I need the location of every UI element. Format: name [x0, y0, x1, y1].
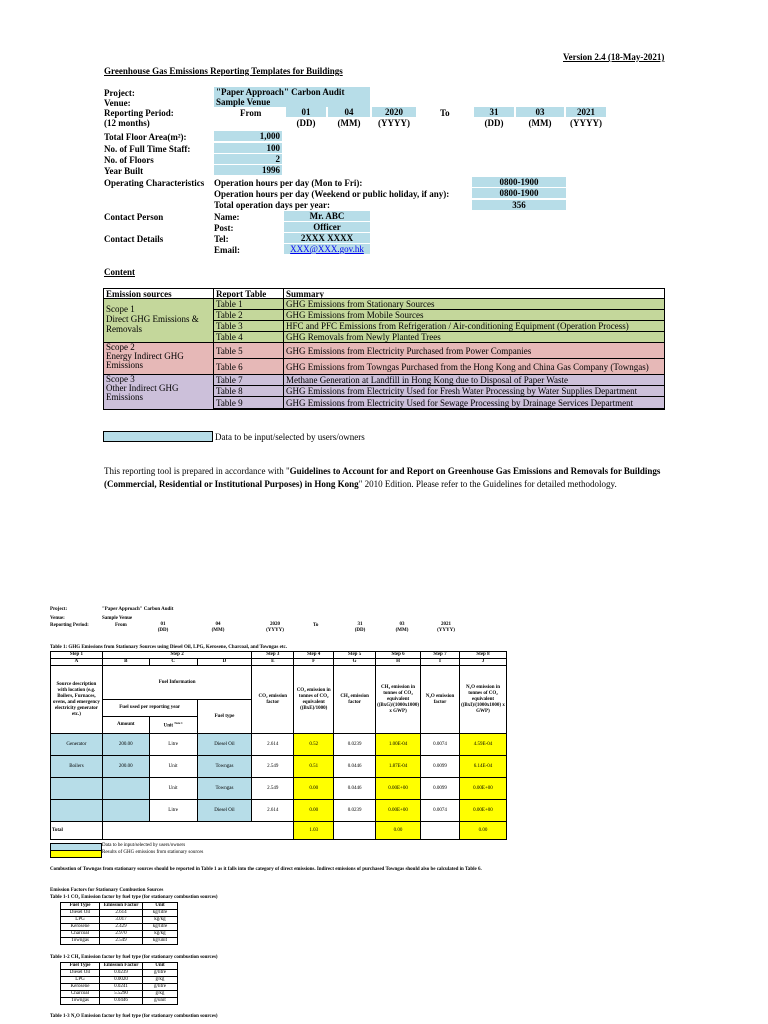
co2-emission-cell: 0.00 — [294, 800, 334, 822]
unit-cell: Unit — [149, 756, 197, 778]
table-row — [51, 778, 507, 800]
n2o-factor-cell: 0.0099 — [421, 756, 460, 778]
total-blank-i — [421, 822, 460, 840]
staff-label: No. of Full Time Staff: — [104, 144, 191, 154]
co2-factor-cell: 2.549 — [252, 756, 294, 778]
ef-cell: kg/unit — [143, 938, 178, 945]
venue-input[interactable]: Sample Venue — [214, 97, 370, 107]
operating-label: Operating Characteristics — [104, 178, 205, 188]
small-from-label: From — [115, 623, 127, 628]
content-col-report-table: Report Table — [214, 289, 284, 299]
ef-cell: g/kg — [143, 991, 178, 998]
ef-row — [61, 910, 178, 917]
ef-cell: kg/kg — [143, 931, 178, 938]
content-row-table: Table 6 — [214, 359, 284, 375]
unit-cell: Unit — [149, 778, 197, 800]
scope2-cell: Scope 2 Energy Indirect GHG Emissions — [104, 343, 214, 375]
scope1-cell: Scope 1 Direct GHG Emissions & Removals — [104, 299, 214, 343]
step2-header: Step 2 — [102, 652, 251, 659]
ef-cell: Diesel Oil — [61, 910, 100, 917]
to-month-input[interactable]: 03 — [516, 107, 564, 117]
small-to-dd-caption: (DD) — [354, 628, 366, 633]
step8-header: Step 8 — [459, 652, 506, 659]
table1-2-title: Table 1-2 CH₄ Emission factor by fuel type (for stationary combustion sources) — [50, 955, 218, 960]
fuel-type-cell[interactable]: Diesel Oil — [197, 734, 252, 756]
name-input[interactable]: Mr. ABC — [284, 211, 370, 221]
amount-cell[interactable]: 200.00 — [102, 734, 149, 756]
contact-details-label: Contact Details — [104, 234, 164, 244]
venue-label: Venue: — [104, 98, 131, 108]
source-cell[interactable] — [51, 800, 103, 822]
col-g-letter: G — [334, 659, 376, 666]
ch4-emission-header: CH₄ emission in tonnes of CO₂ equivalent ((BxG)/(1000x1000) x GWP) — [376, 666, 421, 734]
from-year-input[interactable]: 2020 — [372, 107, 416, 117]
period-sublabel: (12 months) — [104, 118, 150, 128]
fuel-type-cell[interactable]: Towngas — [197, 778, 252, 800]
small-to-yyyy: 2021 — [441, 622, 451, 627]
ef-cell: Charcoal — [61, 931, 100, 938]
total-blank-b — [102, 822, 149, 840]
op-hours-weekday-label: Operation hours per day (Mon to Fri): — [214, 178, 363, 188]
table-row — [51, 800, 507, 822]
table1-title: Table 1: GHG Emissions from Stationary Sources using Diesel Oil, LPG, Kerosene, Charcoal, and Towngas etc. — [50, 645, 287, 650]
table1-1 — [60, 902, 178, 945]
ef-cell: 0.0020 — [100, 977, 143, 984]
ef-row — [61, 938, 178, 945]
ef-cell: 2.429 — [100, 924, 143, 931]
document-title: Greenhouse Gas Emissions Reporting Templates for Buildings — [104, 66, 343, 76]
project-input[interactable]: "Paper Approach" Carbon Audit — [214, 87, 370, 97]
content-row-table: Table 5 — [214, 343, 284, 359]
small-project-label: Project: — [50, 607, 68, 612]
small-from-mm: 04 — [215, 622, 221, 627]
total-label: Total — [51, 822, 103, 840]
unit-header — [149, 717, 197, 734]
contact-person-label: Contact Person — [104, 212, 164, 222]
ef-row — [61, 931, 178, 938]
table1 — [50, 651, 507, 840]
source-cell[interactable] — [51, 778, 103, 800]
step4-header: Step 4 — [294, 652, 334, 659]
ef-header-cell: Emission Factor — [100, 903, 143, 910]
fuel-info-header: Fuel Information — [102, 666, 251, 700]
content-row-summary: GHG Emissions from Electricity Used for Fresh Water Processing by Water Supplies Department — [284, 386, 664, 397]
from-yyyy-caption: (YYYY) — [378, 118, 410, 128]
table1-1-title: Table 1-1 CO₂ Emission factor by fuel type (for stationary combustion sources) — [50, 895, 218, 900]
step7-header: Step 7 — [421, 652, 460, 659]
from-mm-caption: (MM) — [337, 118, 361, 128]
content-row-table: Table 9 — [214, 397, 284, 409]
ef-cell: 2.614 — [100, 910, 143, 917]
unit-cell: Litre — [149, 734, 197, 756]
ef-row — [61, 970, 178, 977]
content-row-summary: GHG Emissions from Electricity Purchased from Power Companies — [284, 343, 664, 359]
col-b-letter: B — [102, 659, 149, 666]
op-days-input[interactable]: 356 — [472, 200, 566, 210]
content-row-table: Table 8 — [214, 386, 284, 397]
total-blank-c — [149, 822, 197, 840]
co2-factor-cell: 2.549 — [252, 778, 294, 800]
version-label: Version 2.4 (18-May-2021) — [563, 52, 665, 62]
content-row-summary: GHG Removals from Newly Planted Trees — [284, 332, 664, 343]
tel-input[interactable]: 2XXX XXXX — [284, 233, 370, 243]
period-label: Reporting Period: — [104, 108, 174, 118]
ch4-emission-cell: 1.87E-04 — [376, 756, 421, 778]
to-year-input[interactable]: 2021 — [566, 107, 606, 117]
ch4-factor-cell: 0.0446 — [334, 778, 376, 800]
col-d-letter: D — [197, 659, 252, 666]
floors-label: No. of Floors — [104, 155, 154, 165]
ef-row — [61, 924, 178, 931]
email-label: Email: — [214, 245, 240, 255]
ef-cell: g/litre — [143, 970, 178, 977]
co2-emission-cell: 0.00 — [294, 778, 334, 800]
ch4-emission-cell: 0.00E+00 — [376, 778, 421, 800]
n2o-emission-cell: 0.00E+00 — [459, 778, 506, 800]
to-day-input[interactable]: 31 — [474, 107, 514, 117]
floor-area-label: Total Floor Area(m²): — [104, 132, 187, 142]
col-c-letter: C — [149, 659, 197, 666]
fuel-used-header: Fuel used per reporting year — [102, 700, 197, 717]
small-venue-label: Venue: — [50, 616, 65, 621]
table-row — [51, 734, 507, 756]
op-hours-weekday-input[interactable]: 0800-1900 — [472, 177, 566, 187]
content-row-table: Table 1 — [214, 299, 284, 310]
ef-cell: 0.0241 — [100, 984, 143, 991]
unit-header-label: Unit — [163, 723, 174, 729]
small-from-yyyy-caption: (YYYY) — [266, 628, 284, 633]
ef-cell: Towngas — [61, 938, 100, 945]
step6-header: Step 6 — [376, 652, 421, 659]
step1-header: Step 1 — [51, 652, 103, 659]
co2-factor-cell: 2.614 — [252, 734, 294, 756]
name-label: Name: — [214, 212, 240, 222]
post-input[interactable]: Officer — [284, 222, 370, 232]
ef-cell: g/kg — [143, 977, 178, 984]
ef-cell: kg/litre — [143, 924, 178, 931]
content-row-summary: GHG Emissions from Mobile Sources — [284, 310, 664, 321]
ef-cell: Kerosene — [61, 984, 100, 991]
col-j-letter: J — [459, 659, 506, 666]
small-to-mm: 03 — [399, 622, 405, 627]
op-hours-weekend-input[interactable]: 0800-1900 — [472, 188, 566, 198]
n2o-emission-cell: 4.59E-04 — [459, 734, 506, 756]
n2o-factor-header: N₂O emission factor — [421, 666, 460, 734]
year-built-input[interactable]: 1996 — [214, 165, 282, 175]
small-venue-value: Sample Venue — [102, 616, 133, 621]
content-row-table: Table 4 — [214, 332, 284, 343]
content-row-summary: GHG Emissions from Towngas Purchased from the Hong Kong and China Gas Company (Towngas) — [284, 359, 664, 375]
source-description-header: Source description with location (e.g. Boilers, Furnaces, ovens, and emergency electricity generator etc.) — [51, 666, 103, 734]
col-a-letter: A — [51, 659, 103, 666]
col-f-letter: F — [294, 659, 334, 666]
ef-cell: Diesel Oil — [61, 970, 100, 977]
note-post: " 2010 Edition. Please refer to the Guidelines for detailed methodology. — [358, 479, 617, 489]
ef-row — [61, 917, 178, 924]
col-e-letter: E — [252, 659, 294, 666]
col-h-letter: H — [376, 659, 421, 666]
ef-header-cell: Unit — [143, 903, 178, 910]
source-cell[interactable]: Generator — [51, 734, 103, 756]
table-row — [51, 756, 507, 778]
total-blank-e — [252, 822, 294, 840]
unit-cell: Litre — [149, 800, 197, 822]
ef-cell: 2.549 — [100, 938, 143, 945]
n2o-factor-cell: 0.0099 — [421, 778, 460, 800]
total-blank-d — [197, 822, 252, 840]
op-hours-weekend-label: Operation hours per day (Weekend or public holiday, if any): — [214, 189, 450, 199]
from-dd-caption: (DD) — [296, 118, 316, 128]
to-label: To — [440, 108, 450, 118]
legend-input-swatch — [103, 431, 213, 442]
ch4-emission-cell: 1.00E-04 — [376, 734, 421, 756]
total-ch4: 0.00 — [376, 822, 421, 840]
ef-cell: kg/litre — [143, 910, 178, 917]
from-label: From — [240, 108, 262, 118]
co2-emission-header: CO₂ emission in tonnes of CO₂ equivalent ((BxE)/1000) — [294, 666, 334, 734]
ef-row — [61, 998, 178, 1005]
small-period-label: Reporting Period: — [50, 623, 89, 628]
small-to-dd: 31 — [357, 622, 363, 627]
staff-input[interactable]: 100 — [214, 143, 282, 153]
ef-header-cell: Unit — [143, 963, 178, 970]
col-i-letter: I — [421, 659, 460, 666]
n2o-emission-cell: 0.00E+00 — [459, 800, 506, 822]
n2o-factor-cell: 0.0074 — [421, 800, 460, 822]
content-row-table: Table 7 — [214, 375, 284, 386]
from-day-input[interactable]: 01 — [286, 107, 326, 117]
ef-header-cell: Fuel Type — [61, 903, 100, 910]
legend2-result-text: Results of GHG emissions from stationary sources — [102, 850, 204, 855]
amount-cell[interactable]: 200.00 — [102, 756, 149, 778]
small-to-label: To — [313, 623, 319, 628]
unit-note-marker: Note 1 — [174, 721, 183, 726]
small-from-yyyy: 2020 — [270, 622, 280, 627]
ef-cell: Charcoal — [61, 991, 100, 998]
amount-cell[interactable] — [102, 778, 149, 800]
to-mm-caption: (MM) — [528, 118, 552, 128]
email-link[interactable]: XXX@XXX.gov.hk — [290, 244, 364, 254]
ef-cell: g/unit — [143, 998, 178, 1005]
ch4-factor-cell: 0.0239 — [334, 800, 376, 822]
content-row-summary: GHG Emissions from Electricity Used for Sewage Processing by Drainage Services Department — [284, 397, 664, 409]
ef-cell: LPG — [61, 977, 100, 984]
table1-2 — [60, 962, 178, 1005]
legend2-result-swatch — [50, 850, 102, 858]
amount-header: Amount — [102, 717, 149, 734]
small-from-dd: 01 — [160, 622, 166, 627]
ef-cell: 0.0446 — [100, 998, 143, 1005]
co2-factor-cell: 2.614 — [252, 800, 294, 822]
fuel-type-cell[interactable]: Diesel Oil — [197, 800, 252, 822]
source-cell[interactable]: Boilers — [51, 756, 103, 778]
scope3-cell: Scope 3 Other Indirect GHG Emissions — [104, 375, 214, 409]
ef-cell: g/litre — [143, 984, 178, 991]
ef-header-cell: Fuel Type — [61, 963, 100, 970]
legend-input-text: Data to be input/selected by users/owners — [215, 432, 365, 442]
guidelines-note — [104, 465, 664, 491]
tel-label: Tel: — [214, 234, 229, 244]
ef-heading: Emission Factors for Stationary Combustion Sources — [50, 888, 164, 893]
email-input[interactable] — [284, 244, 370, 254]
content-heading: Content — [104, 267, 135, 277]
fuel-type-cell[interactable]: Towngas — [197, 756, 252, 778]
note-guideline-title: Guidelines to Account for and Report on Greenhouse Gas Emissions and Removals for Buildings (Commercial, Residential or Institutional Purposes) in Hong Kong — [104, 466, 661, 489]
post-label: Post: — [214, 223, 234, 233]
ef-header-cell: Emission Factor — [100, 963, 143, 970]
combustion-note: Combustion of Towngas from stationary sources should be reported in Table 1 as it falls into the category of direct emissions. Indirect emissions of purchased Towngas should also be calculated in Table 6. — [50, 867, 482, 872]
ef-cell: kg/kg — [143, 917, 178, 924]
legend2-input-text: Data to be input/selected by users/owners — [102, 843, 186, 848]
amount-cell[interactable] — [102, 800, 149, 822]
ef-cell: 3.017 — [100, 917, 143, 924]
ef-cell: Kerosene — [61, 924, 100, 931]
total-co2: 1.03 — [294, 822, 334, 840]
table1-3-title: Table 1-3 N₂O Emission factor by fuel type (for stationary combustion sources) — [50, 1014, 218, 1019]
ch4-factor-cell: 0.0239 — [334, 734, 376, 756]
content-row-summary: GHG Emissions from Stationary Sources — [284, 299, 664, 310]
n2o-factor-cell: 0.0074 — [421, 734, 460, 756]
ef-cell: Towngas — [61, 998, 100, 1005]
small-to-yyyy-caption: (YYYY) — [437, 628, 455, 633]
ef-cell: 2.970 — [100, 931, 143, 938]
ef-cell: 0.0239 — [100, 970, 143, 977]
total-blank-g — [334, 822, 376, 840]
ef-cell: 5.5290 — [100, 991, 143, 998]
n2o-emission-cell: 6.14E-04 — [459, 756, 506, 778]
project-label: Project: — [104, 88, 135, 98]
fuel-type-header: Fuel type — [197, 700, 252, 734]
op-days-label: Total operation days per year: — [214, 200, 330, 210]
content-col-summary: Summary — [284, 289, 664, 299]
content-col-emission-sources: Emission sources — [104, 289, 214, 299]
content-row-table: Table 2 — [214, 310, 284, 321]
ef-row — [61, 991, 178, 998]
content-row-summary: HFC and PFC Emissions from Refrigeration / Air-conditioning Equipment (Operation Process) — [284, 321, 664, 332]
small-from-mm-caption: (MM) — [211, 628, 225, 633]
ef-row — [61, 977, 178, 984]
year-built-label: Year Built — [104, 166, 144, 176]
content-row-summary: Methane Generation at Landfill in Hong Kong due to Disposal of Paper Waste — [284, 375, 664, 386]
ef-row — [61, 984, 178, 991]
small-from-dd-caption: (DD) — [157, 628, 169, 633]
ef-cell: LPG — [61, 917, 100, 924]
co2-emission-cell: 0.51 — [294, 756, 334, 778]
co2-emission-cell: 0.52 — [294, 734, 334, 756]
ch4-emission-cell: 0.00E+00 — [376, 800, 421, 822]
ch4-factor-header: CH₄ emission factor — [334, 666, 376, 734]
ch4-factor-cell: 0.0446 — [334, 756, 376, 778]
n2o-emission-header: N₂O emission in tonnes of CO₂ equivalent ((BxI)/(1000x1000) x GWP) — [459, 666, 506, 734]
small-project-value: "Paper Approach" Carbon Audit — [102, 607, 174, 612]
to-yyyy-caption: (YYYY) — [570, 118, 602, 128]
to-dd-caption: (DD) — [484, 118, 504, 128]
step5-header: Step 5 — [334, 652, 376, 659]
small-to-mm-caption: (MM) — [395, 628, 409, 633]
note-pre: This reporting tool is prepared in accordance with " — [104, 466, 290, 476]
content-row-table: Table 3 — [214, 321, 284, 332]
total-n2o: 0.00 — [459, 822, 506, 840]
from-month-input[interactable]: 04 — [328, 107, 370, 117]
step3-header: Step 3 — [252, 652, 294, 659]
floors-input[interactable]: 2 — [214, 154, 282, 164]
co2-factor-header: CO₂ emission factor — [252, 666, 294, 734]
floor-area-input[interactable]: 1,000 — [214, 131, 282, 141]
